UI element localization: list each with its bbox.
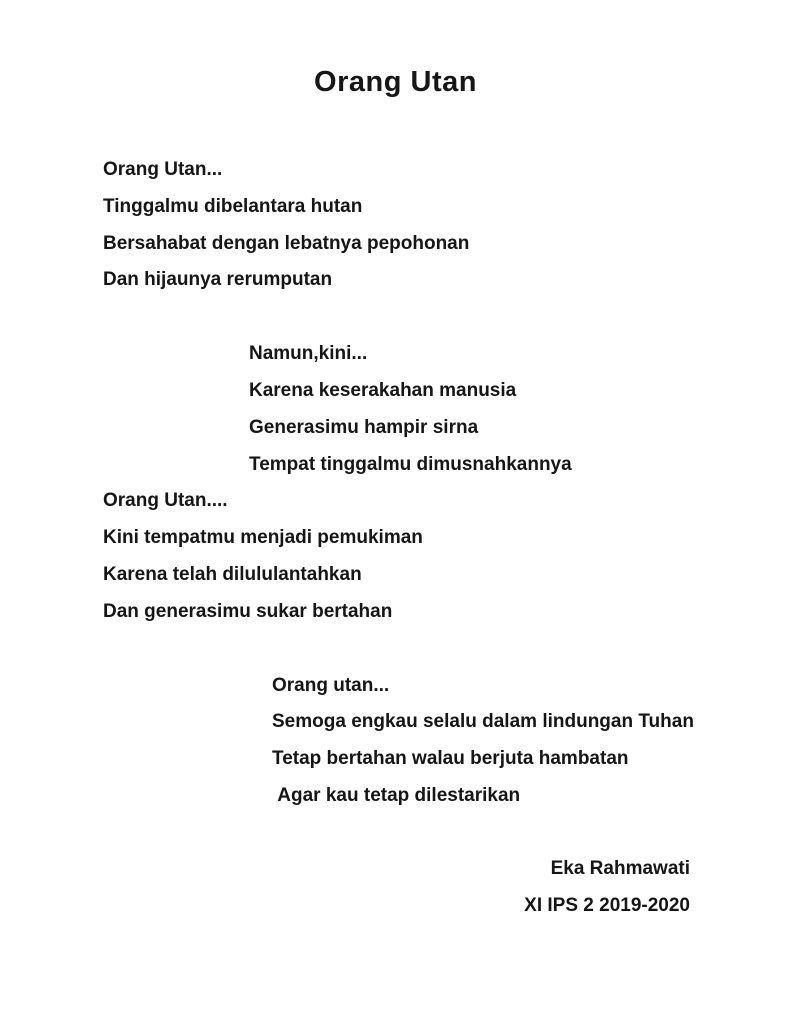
author-name: Eka Rahmawati <box>550 857 690 879</box>
poem-line: Namun,kini... <box>249 343 368 365</box>
poem-line: Tinggalmu dibelantara hutan <box>103 195 363 217</box>
poem-line: Agar kau tetap dilestarikan <box>272 784 521 806</box>
poem-line: Orang Utan... <box>103 159 223 180</box>
poem-line: Tempat tinggalmu dimusnahkannya <box>249 453 572 475</box>
poem-line: Dan hijaunya rerumputan <box>103 269 333 291</box>
signature-block <box>0 851 791 925</box>
stanza-1 <box>103 152 791 299</box>
poem-line: Orang utan... <box>272 674 390 696</box>
poem-line: Tetap bertahan walau berjuta hambatan <box>272 748 629 770</box>
poem-body <box>0 99 791 924</box>
poem-title: Orang Utan <box>314 66 477 98</box>
poem-line: Karena keserakahan manusia <box>249 379 517 401</box>
poem-line: Kini tempatmu menjadi pemukiman <box>103 527 423 549</box>
stanza-2 <box>249 336 791 483</box>
stanza-3 <box>103 483 791 630</box>
poem-line: Dan generasimu sukar bertahan <box>103 600 393 622</box>
stanza-4 <box>272 668 791 815</box>
poem-line: Bersahabat dengan lebatnya pepohonan <box>103 232 470 254</box>
poem-line: Karena telah dilululantahkan <box>103 563 362 585</box>
poem-line: Orang Utan.... <box>103 490 228 512</box>
poem-line: Semoga engkau selalu dalam lindungan Tuhan <box>272 711 694 733</box>
class-year: XI IPS 2 2019-2020 <box>524 894 690 916</box>
poem-line: Generasimu hampir sirna <box>249 416 479 438</box>
